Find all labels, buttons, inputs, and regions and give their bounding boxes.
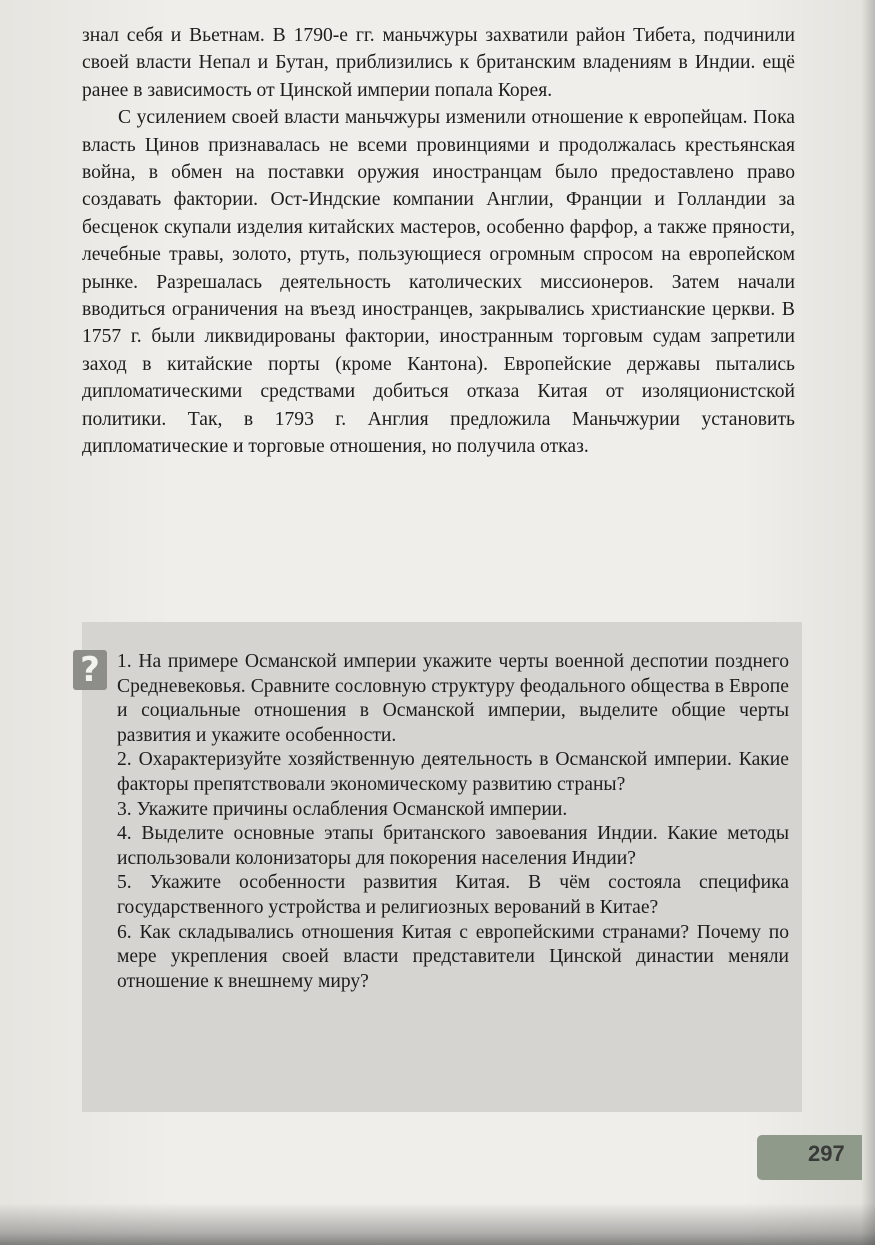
page-edge-shadow (861, 0, 875, 1245)
page-bottom-shadow (0, 1203, 875, 1245)
questions-list (117, 650, 789, 994)
question-item: 4. Выделите основные этапы британского завоевания Индии. Какие методы использовали колонизаторы для покорения населения Индии? (117, 823, 789, 869)
question-item: 5. Укажите особенности развития Китая. В чём состояла специфика государственного устройства и религиозных верований в Китае? (117, 872, 789, 918)
question-item: 1. На примере Османской империи укажите черты военной деспотии позднего Средневековья. Сравните сословную структуру феодального общества в Европе и социальные отношения в Османской империи, выделите общие черты развития и укажите особенности. (117, 651, 789, 746)
question-item: 6. Как складывались отношения Китая с европейскими странами? Почему по мере укрепления своей власти представители Цинской династии меняли отношение к внешнему миру? (117, 921, 789, 992)
question-mark-icon: ? (73, 650, 107, 690)
question-item: 2. Охарактеризуйте хозяйственную деятельность в Османской империи. Какие факторы препятствовали экономическому развитию страны? (117, 749, 789, 795)
page-number: 297 (808, 1141, 845, 1166)
paragraph: С усилением своей власти маньчжуры изменили отношение к европейцам. Пока власть Цинов признавалась не всеми провинциями и продолжалась крестьянская война, в обмен на поставки оружия иностранцам было предоставлено право создавать фактории. Ост-Индские компании Англии, Франции и Голландии за бесценок скупали изделия китайских мастеров, особенно фарфор, а также пряности, лечебные травы, золото, ртуть, пользующиеся огромным спросом на европейском рынке. Разрешалась деятельность католических миссионеров. Затем начали вводиться ограничения на въезд иностранцев, закрывались христианские церкви. В 1757 г. были ликвидированы фактории, иностранным торговым судам запретили заход в китайские порты (кроме Кантона). Европейские державы пытались дипломатическими средствами добиться отказа Китая от изоляционистской политики. Так, в 1793 г. Англия предложила Маньчжурии установить дипломатические и торговые отношения, но получила отказ. (82, 107, 795, 458)
question-item: 3. Укажите причины ослабления Османской империи. (117, 798, 568, 820)
paragraph: знал себя и Вьетнам. В 1790-е гг. маньчжуры захватили район Тибета, подчинили своей власти Непал и Бутан, приблизились к британским владениям в Индии. ещё ранее в зависимость от Цинской империи попала Корея. (82, 25, 795, 101)
main-text (82, 22, 795, 461)
